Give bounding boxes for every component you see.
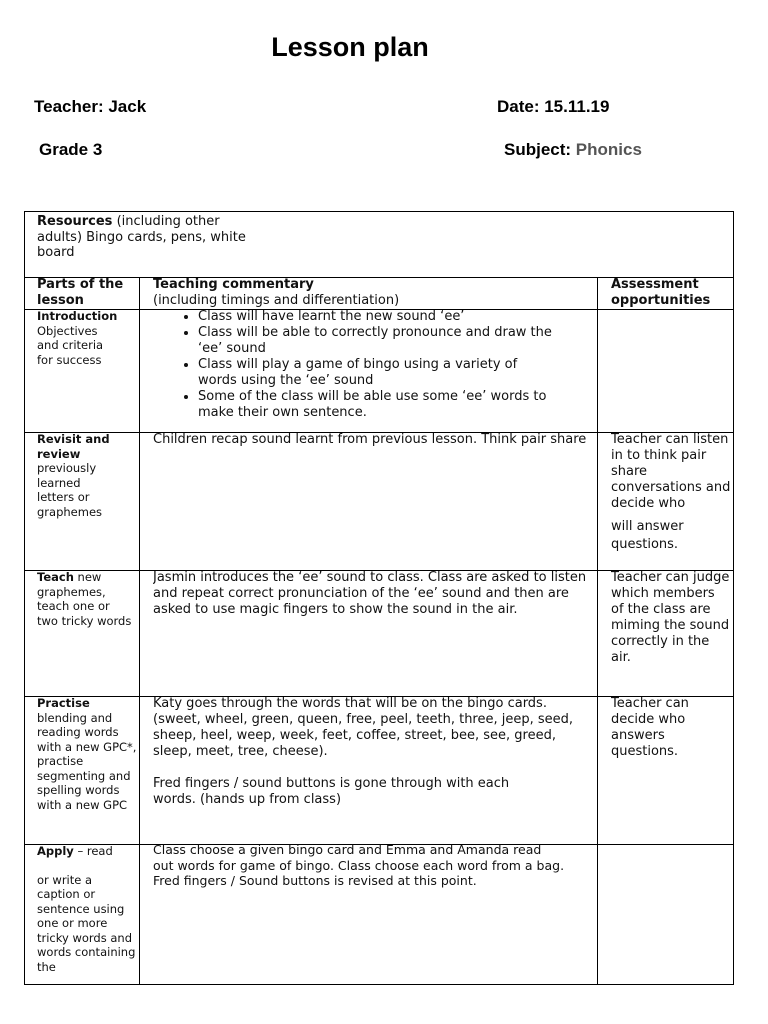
apply-part xyxy=(37,844,137,984)
revisit-assessment-a: Teacher can listen in to think pair share conversations and decide who xyxy=(611,432,731,511)
teach-part xyxy=(37,570,133,628)
page-title: Lesson plan xyxy=(271,32,429,62)
header-commentary-subtitle: (including timings and differentiation) xyxy=(153,292,400,308)
practise-commentary-p1: Katy goes through the words that will be on the bingo cards. (sweet, wheel, green, queen, free, peel, teeth, three, jeep, seed, sheep, heel, weep, week, feet, coffee, street, bee, see, greed, sleep, meet, tree, cheese). xyxy=(153,696,574,759)
header-parts: Parts of the lesson xyxy=(37,277,124,308)
revisit-assessment-b: will answer questions. xyxy=(611,519,684,552)
column-divider xyxy=(597,277,598,984)
apply-commentary-b: out words for game of bingo. Class choose each word from a bag. Fred fingers / Sound buttons is revised at this point. xyxy=(153,857,565,888)
revisit-desc: previously learned letters or graphemes xyxy=(37,461,103,519)
practise-desc: blending and reading words with a new GPC*, practise segmenting and spelling words with a new GPC xyxy=(37,710,137,812)
revisit-assessment xyxy=(611,432,731,554)
resources-label: Resources xyxy=(37,214,113,229)
header-assessment: Assessment opportunities xyxy=(611,277,711,308)
practise-commentary xyxy=(153,696,591,808)
subject-value: Phonics xyxy=(575,140,642,159)
column-divider xyxy=(139,277,140,984)
grade-field: Grade 3 xyxy=(39,140,103,159)
resources-text-line2: adults) Bingo cards, pens, white xyxy=(37,229,246,245)
intro-desc: Objectives and criteria for success xyxy=(37,323,104,367)
intro-title: Introduction xyxy=(37,309,118,323)
date-field: Date: 15.11.19 xyxy=(497,97,610,116)
practise-commentary-p2: Fred fingers / sound buttons is gone through with each words. (hands up from class) xyxy=(153,776,510,807)
intro-bullet: • Class will be able to correctly pronounce and draw the ‘ee’ sound xyxy=(198,325,558,357)
header-commentary-title: Teaching commentary xyxy=(153,277,314,292)
resources-text-line3: board xyxy=(37,245,75,260)
teach-desc: new graphemes, teach one or two tricky words xyxy=(37,570,132,628)
resources-cell xyxy=(37,214,297,261)
intro-part xyxy=(37,309,137,367)
apply-commentary-a: Class choose a given bingo card and Emma and Amanda read xyxy=(153,842,542,857)
intro-commentary xyxy=(153,309,593,421)
intro-bullet: • Class will have learnt the new sound ‘ee’ xyxy=(198,309,558,325)
intro-bullet: • Class will play a game of bingo using a variety of words using the ‘ee’ sound xyxy=(198,357,558,389)
revisit-commentary: Children recap sound learnt from previous lesson. Think pair share xyxy=(153,432,587,447)
apply-title-rest: – read xyxy=(73,844,113,858)
intro-bullet: • Some of the class will be able use some ‘ee’ words to make their own sentence. xyxy=(198,389,558,421)
apply-commentary xyxy=(153,842,591,889)
teacher-field: Teacher: Jack xyxy=(34,97,147,116)
practise-assessment: Teacher can decide who answers questions. xyxy=(611,696,689,759)
apply-desc: or write a caption or sentence using one or more tricky words and words containing the xyxy=(37,872,136,974)
apply-title: Apply xyxy=(37,844,74,858)
teach-assessment: Teacher can judge which members of the class are miming the sound correctly in the air. xyxy=(611,570,730,665)
practise-title: Practise xyxy=(37,696,90,710)
teach-title: Teach xyxy=(37,570,74,584)
teach-commentary: Jasmin introduces the ‘ee’ sound to class. Class are asked to listen and repeat correct pronunciation of the ‘ee’ sound and then are asked to use magic fingers to show the sound in the air. xyxy=(153,570,587,617)
practise-part xyxy=(37,696,137,842)
lesson-table xyxy=(24,211,734,985)
subject-field xyxy=(504,140,642,160)
resources-text-line1: (including other xyxy=(112,214,220,229)
subject-label: Subject: xyxy=(504,140,572,159)
header-commentary xyxy=(153,277,593,308)
revisit-title: Revisit and review xyxy=(37,432,110,461)
revisit-part xyxy=(37,432,137,519)
